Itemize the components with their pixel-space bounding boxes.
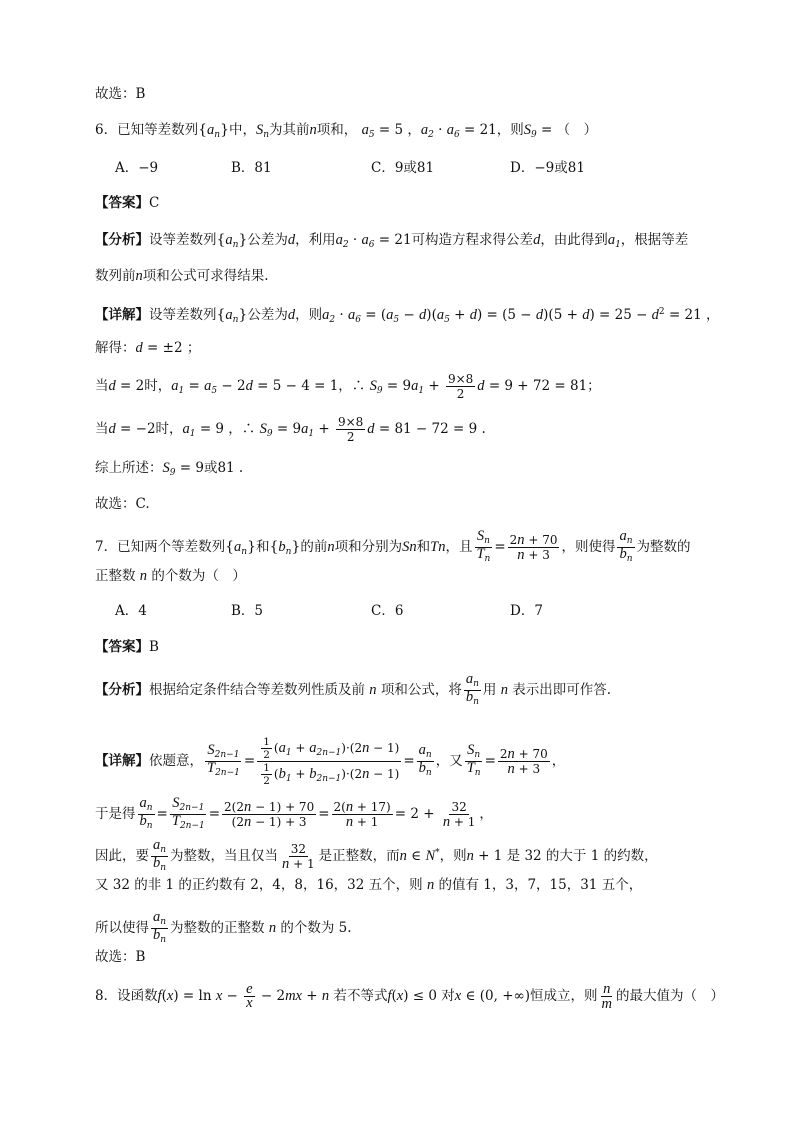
q7-detail-3: 因此，要 $\frac{an}{bn}$ 为整数，当且仅当 $\frac{32}{n + 1}$ 是正整数，而n ∈ N*，则n + 1 是 32 的大于 1 的约数， [95,837,658,873]
q6-detail-3: 当d = 2时，$a_1 = a_5 - 2d = 5 - 4 = 1$，∴ $S_9 = 9a_1$ + $\frac{9\times 8}{2}$ d = 9 + 72 = 81； [95,372,601,401]
q7-detail-5: 所以使得 $\frac{an}{bn}$ 为整数的正整数 n 的个数为 5. [95,909,352,945]
q6-choice: 故选：C. [95,496,150,512]
q7-analysis: 【分析】根据给定条件结合等差数列性质及前 n 项和公式，将 $\frac{an}{bn}$ 用 n 表示出即可作答. [95,671,612,707]
q7-option-a: A．4 [115,603,147,619]
q6-answer: 【答案】C [95,195,160,211]
question-6: 6．已知等差数列$\{a_n\}$中，$S_n$为其前n项和， $a_5 = 5$ ，$a_2 \cdot a_6 = 21$，则$S_9$ = （ ） [95,122,598,140]
q6-option-d: D．−9或81 [510,160,585,176]
question-7: 7．已知两个等差数列$\{a_n\}$和$\{b_n\}$的前n项和分别为Sn和Tn，且 $\frac{Sn}{Tn}$ = $\frac{2n + 70}{n + 3}$ ，则使得 $\frac{an}{bn}$ 为整数的 [95,528,691,564]
q7-detail-2: 于是得 $\frac{an}{bn}$ = $\frac{S2n-1}{T2n-1}$ = $\frac{2(2n - 1) + 70}{(2n - 1) + 3}$ = $\frac{2(n + 17)}{n + 1}$ = 2 + $\frac{32}{n + 1}$ ， [95,795,493,831]
q6-analysis: 【分析】设等差数列$\{a_n\}$公差为d，利用$a_2 \cdot a_6 = 21$可构造方程求得公差d，由此得到$a_1$，根据等差 [95,232,689,250]
q7-option-c: C．6 [371,603,404,619]
q7-option-d: D．7 [510,603,543,619]
question-8: 8．设函数f(x) = ln x − $\frac{e}{x}$ − 2mx + n 若不等式f(x) ≤ 0 对x ∈ (0, +∞)恒成立，则 $\frac{n}{m}$ 的最大值为（ ） [95,981,725,1012]
question-7-2: 正整数 n 的个数为（ ） [95,568,246,584]
answer-line-q5: 故选：B [95,86,146,102]
q7-choice: 故选：B [95,949,146,965]
q6-option-c: C．9或81 [371,160,435,176]
q6-option-b: B．81 [231,160,272,176]
q7-detail-4: 又 32 的非 1 的正约数有 2，4，8，16，32 五个，则 n 的值有 1，3，7，15，31 五个， [95,877,643,893]
q6-option-a: A．−9 [115,160,159,176]
q7-answer: 【答案】B [95,639,159,655]
q6-detail-2: 解得：d = ±2 ； [95,340,201,356]
q7-option-b: B．5 [231,603,264,619]
q7-detail-1: 【详解】依题意， $\frac{S2n-1}{T2n-1}$ = $\frac{1}{2}$ $(a_1 + a_{2n-1})\cdot(2n - 1)$ $\frac{1}{2}$ $(b_1 + b_{2n-1})\cdot(2n - 1)$ = $\frac{an}{bn}$ ，又 $\frac{Sn}{Tn}$ = $\frac{2n + 70}{n + 3}$ ， [95,736,566,787]
q6-detail-5: 综上所述：$S_9 = 9$或81 . [95,460,244,478]
q6-analysis-2: 数列前n项和公式可求得结果. [95,268,269,284]
q6-detail-4: 当d = −2时，$a_1 = 9$ ，∴ $S_9 = 9a_1$ + $\frac{9\times 8}{2}$ d = 81 − 72 = 9 . [95,415,486,444]
q6-detail-1: 【详解】设等差数列$\{a_n\}$公差为d，则$a_2 \cdot a_6 = (a_5 - d)(a_5 + d) = (5 - d)(5 + d) = 25 - d^2 = 21$ ， [95,307,720,325]
